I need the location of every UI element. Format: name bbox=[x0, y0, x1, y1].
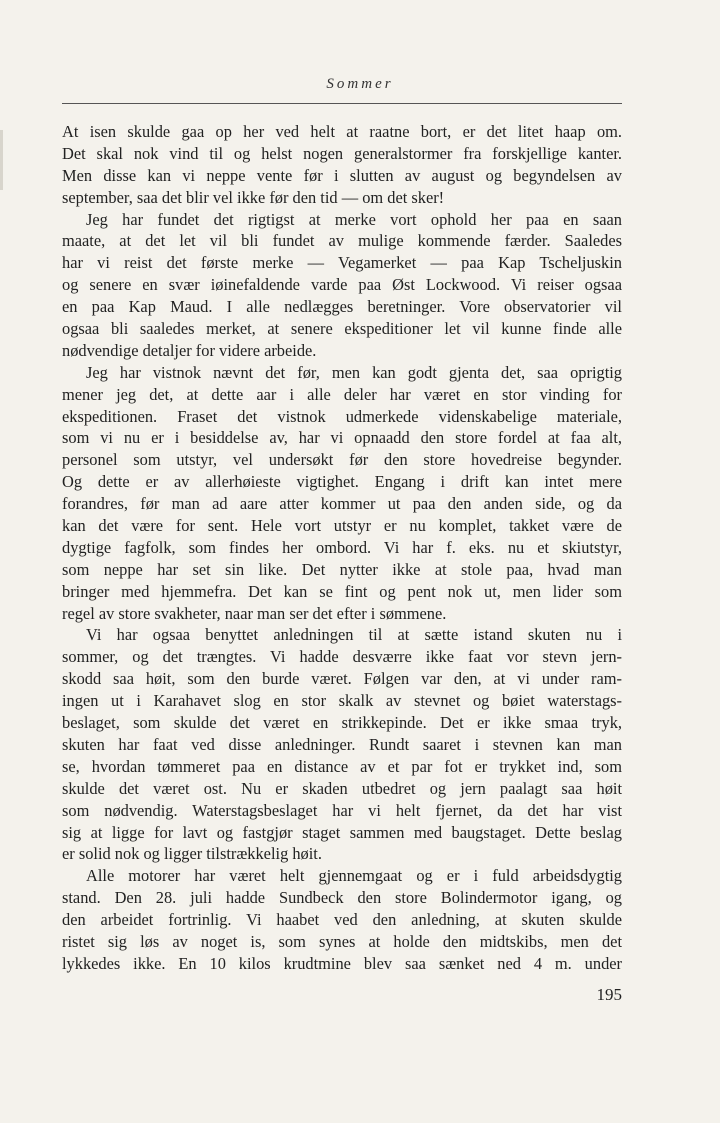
text-line: en paa Kap Maud. I alle nedlægges beretninger. Vore observatorier vil bbox=[62, 297, 622, 317]
text-line: ristet sig løs av noget is, som synes at holde den midtskibs, men det bbox=[62, 931, 622, 951]
text-line: beslaget, som skulde det været en strikkepinde. Det er ikke smaa tryk, bbox=[62, 713, 622, 733]
text-line: lykkedes ikke. En 10 kilos krudtmine blev saa sænket ned 4 m. under bbox=[62, 953, 622, 973]
text-line: Vi har ogsaa benyttet anledningen til at sætte istand skuten nu i bbox=[86, 625, 622, 645]
running-head: Sommer bbox=[326, 76, 394, 92]
text-line: har vi reist det første merke — Vegamerket — paa Kap Tscheljuskin bbox=[62, 253, 622, 273]
text-line: sommer, og det trængtes. Vi hadde desværre ikke faat vor stevn jern- bbox=[62, 647, 622, 667]
text-line: mener jeg det, at dette aar i alle deler har været en stor vinding for bbox=[62, 384, 622, 404]
text-line: som vi nu er i besiddelse av, har vi opnaadd den store fordel at faa alt, bbox=[62, 428, 622, 448]
text-line: som neppe har set sin like. Det nytter ikke at stole paa, hvad man bbox=[62, 559, 622, 579]
page-number: 195 bbox=[596, 985, 622, 1004]
page-edge-mark bbox=[0, 130, 3, 190]
text-line: Alle motorer har været helt gjennemgaat og er i fuld arbeidsdygtig bbox=[86, 866, 622, 886]
text-line: som nødvendig. Waterstagsbeslaget har vi helt fjernet, da det har vist bbox=[62, 800, 622, 820]
text-line: personel som utstyr, vel undersøkt før den store hovedreise begynder. bbox=[62, 450, 622, 470]
text-line: den arbeidet fortrinlig. Vi haabet ved den anledning, at skuten skulde bbox=[62, 910, 622, 930]
text-line: regel av store svakheter, naar man ser det efter i sømmene. bbox=[62, 603, 447, 623]
text-line: skuten har faat ved disse anledninger. Rundt saaret i stevnen kan man bbox=[62, 734, 622, 754]
text-line: Men disse kan vi neppe vente før i slutten av august og begyndelsen av bbox=[62, 165, 622, 185]
text-line: kan det være for sent. Hele vort utstyr er nu komplet, takket være de bbox=[62, 516, 622, 536]
text-line: Jeg har fundet det rigtigst at merke vort ophold her paa en saan bbox=[86, 209, 622, 229]
text-line: Og dette er av allerhøieste vigtighet. Engang i drift kan intet mere bbox=[62, 472, 622, 492]
text-line: dygtige fagfolk, som findes her ombord. Vi har f. eks. nu et skiutstyr, bbox=[62, 537, 622, 557]
text-line: Det skal nok vind til og helst nogen generalstormer fra forskjellige kanter. bbox=[62, 143, 622, 163]
header-rule bbox=[62, 103, 622, 104]
text-line: ekspeditionen. Fraset det vistnok udmerkede videnskabelige materiale, bbox=[62, 406, 622, 426]
text-line: se, hvordan tømmeret paa en distance av et par fot er trykket ind, som bbox=[62, 756, 622, 776]
text-line: Jeg har vistnok nævnt det før, men kan godt gjenta det, saa oprigtig bbox=[86, 362, 622, 382]
text-line: maate, at det let vil bli fundet av mulige kommende færder. Saaledes bbox=[62, 231, 622, 251]
text-line: og senere en svær iøinefaldende varde paa Øst Lockwood. Vi reiser ogsaa bbox=[62, 275, 622, 295]
text-line: skulde det været ost. Nu er skaden utbedret og jern paalagt saa høit bbox=[62, 778, 622, 798]
text-line: At isen skulde gaa op her ved helt at raatne bort, er det litet haap om. bbox=[62, 122, 622, 141]
text-line: skodd saa høit, som den burde været. Følgen var den, at vi under ram- bbox=[62, 669, 622, 689]
text-line: er solid nok og ligger tilstrækkelig høit. bbox=[62, 844, 322, 864]
text-line: stand. Den 28. juli hadde Sundbeck den store Bolindermotor igang, og bbox=[62, 888, 622, 908]
body-text bbox=[62, 121, 622, 975]
text-line: ingen ut i Karahavet slog en stor skalk av stevnet og bøiet waterstags- bbox=[62, 691, 622, 711]
text-line: ogsaa bli saaledes merket, at senere ekspeditioner let vil kunne finde alle bbox=[62, 319, 622, 339]
text-line: forandres, før man ad aare atter kommer ut paa den anden side, og da bbox=[62, 494, 622, 514]
text-line: sig at ligge for lavt og fastgjør staget sammen med baugstaget. Dette beslag bbox=[62, 822, 622, 842]
text-line: bringer med hjemmefra. Det kan se fint og pent nok ut, men lider som bbox=[62, 581, 622, 601]
text-line: nødvendige detaljer for videre arbeide. bbox=[62, 340, 317, 360]
text-line: september, saa det blir vel ikke før den tid — om det sker! bbox=[62, 187, 445, 207]
